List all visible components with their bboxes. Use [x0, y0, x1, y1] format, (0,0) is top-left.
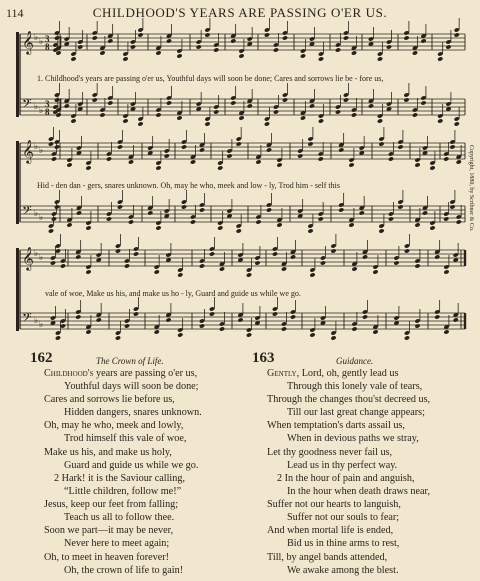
note-head [128, 219, 134, 224]
note-head [48, 141, 54, 146]
note-head [60, 323, 66, 328]
verse-line: 2 In the hour of pain and anguish, [277, 473, 415, 484]
note-head [66, 162, 72, 167]
note-head [85, 165, 91, 170]
note-head [70, 56, 76, 61]
verse-line: Through this lonely vale of tears, [287, 381, 423, 393]
note-head [213, 47, 219, 52]
note-head [247, 103, 253, 108]
note-head [264, 121, 270, 126]
bass-clef: 𝄢 [22, 203, 32, 221]
bass-clef: 𝄢 [22, 310, 32, 328]
note-head [50, 260, 56, 265]
note-head [309, 332, 315, 337]
flat-sign: ♭ [34, 142, 39, 152]
lyrics-line-1: 1. Childhood's years are passing o'er us, Youthful days will soon be done; Cares and sorrows lie be - fore us, [37, 74, 384, 83]
note-head [190, 219, 196, 224]
note-head [404, 248, 410, 253]
note-head [318, 118, 324, 123]
note-head [330, 248, 336, 253]
note-head [137, 32, 143, 37]
note-head [443, 329, 449, 334]
note-head [393, 260, 399, 265]
flat-sign: ♭ [39, 106, 44, 116]
note-head [122, 56, 128, 61]
note-head [338, 147, 344, 152]
note-head [318, 216, 324, 221]
note-head [137, 121, 143, 126]
note-head [190, 159, 196, 164]
copyright-notice: Copyright, 1880, by Scribner & Co. [468, 145, 474, 232]
note-head [181, 204, 187, 209]
note-head [266, 207, 272, 212]
note-head [403, 35, 409, 40]
note-head [155, 225, 161, 230]
note-head [403, 97, 409, 102]
flat-sign: ♭ [39, 320, 44, 330]
time-signature-top: 3 [45, 99, 50, 109]
note-head [351, 266, 357, 271]
note-head [219, 266, 225, 271]
bass-clef: 𝄢 [22, 96, 32, 114]
note-head [133, 311, 139, 316]
hymn-163-opening-word: Gently, [267, 368, 300, 379]
note-head [66, 222, 72, 227]
verse-line: Cares and sorrows lie before us, [44, 394, 175, 406]
note-head [282, 97, 288, 102]
note-head [106, 156, 112, 161]
note-head [449, 144, 455, 149]
note-head [443, 269, 449, 274]
note-head [166, 38, 172, 43]
note-head [199, 263, 205, 268]
hymn-163-stanza-1 [267, 367, 430, 472]
note-head [443, 156, 449, 161]
note-head [255, 219, 261, 224]
note-head [124, 323, 130, 328]
note-head [217, 225, 223, 230]
note-head [377, 118, 383, 123]
verse-line: When temptation's darts assail us, [267, 420, 405, 432]
note-head [443, 216, 449, 221]
treble-clef: 𝄞 [22, 139, 34, 163]
note-head [412, 112, 418, 117]
note-head [309, 272, 315, 277]
note-head [281, 326, 287, 331]
verse-line: Lead us in thy perfect way. [287, 459, 398, 471]
note-head [372, 329, 378, 334]
verse-line: Never here to meet again; [64, 538, 170, 550]
note-head [445, 44, 451, 49]
hymn-162-first-line [44, 367, 202, 380]
note-head [266, 147, 272, 152]
note-head [92, 97, 98, 102]
note-head [130, 44, 136, 49]
note-head [456, 159, 462, 164]
verse-line: Guard and guide us while we go. [64, 459, 199, 471]
note-head [449, 204, 455, 209]
note-head [155, 50, 161, 55]
flat-sign: ♭ [34, 249, 39, 259]
treble-clef: 𝄞 [22, 30, 34, 54]
note-head [397, 204, 403, 209]
note-head [297, 153, 303, 158]
flat-sign: ♭ [39, 253, 44, 263]
note-head [290, 254, 296, 259]
note-head [177, 332, 183, 337]
verse-line: We awake among the blest. [287, 564, 399, 576]
note-head [300, 53, 306, 58]
note-head [362, 314, 368, 319]
hymn-163-number: 163 [252, 350, 275, 366]
note-head [230, 38, 236, 43]
note-head [276, 222, 282, 227]
note-head [377, 56, 383, 61]
note-head [414, 263, 420, 268]
hymn-162-number: 162 [30, 350, 53, 366]
note-head [454, 121, 460, 126]
note-head [77, 44, 83, 49]
note-head [85, 225, 91, 230]
verse-line: Suffer not our hearts to languish, [267, 499, 401, 511]
note-head [106, 216, 112, 221]
note-head [177, 272, 183, 277]
note-head [54, 144, 60, 149]
note-head [230, 100, 236, 105]
verse-line: Let thy goodness never fail us, [267, 446, 393, 458]
verse-line: Oh, may he who, meek and lowly, [44, 420, 184, 432]
note-head [176, 115, 182, 120]
note-head [154, 269, 160, 274]
note-head [166, 100, 172, 105]
note-head [309, 103, 315, 108]
note-head [348, 162, 354, 167]
note-head [348, 222, 354, 227]
verse-line: “Little children, follow me!” [64, 486, 182, 498]
time-signature-bottom: 8 [45, 42, 50, 52]
note-head [388, 156, 394, 161]
note-head [236, 141, 242, 146]
note-head [209, 251, 215, 256]
verse-line: Jesus, keep our feet from falling; [44, 499, 179, 511]
note-head [437, 56, 443, 61]
system-brace [16, 141, 19, 224]
note-head [264, 32, 270, 37]
lyrics-line-3: vale of woe, Make us his, and make us ho - ly, Guard and guide us while we go. [45, 289, 301, 298]
note-head [368, 103, 374, 108]
flat-sign: ♭ [39, 37, 44, 47]
note-head [272, 311, 278, 316]
note-head [397, 144, 403, 149]
flat-sign: ♭ [34, 102, 39, 112]
note-head [154, 329, 160, 334]
hymn-162-opening-word: Childhood's [44, 368, 94, 379]
note-head [64, 103, 70, 108]
hymn-163-first-line-rest: Lord, oh, gently lead us [299, 368, 399, 379]
note-head [209, 311, 215, 316]
note-head [164, 153, 170, 158]
note-head [54, 97, 60, 102]
note-head [107, 38, 113, 43]
note-head [55, 335, 61, 340]
hymn-163-stanza-2 [267, 472, 430, 577]
note-head [236, 228, 242, 233]
note-head [453, 317, 459, 322]
note-head [362, 254, 368, 259]
hymn-162-stanza-1 [44, 367, 202, 472]
note-head [96, 317, 102, 322]
page-title: CHILDHOOD'S YEARS ARE PASSING O'ER US. [92, 5, 388, 20]
note-head [318, 156, 324, 161]
note-head [351, 50, 357, 55]
verse-line: Bid us in thine arms to rest, [287, 538, 400, 550]
note-head [420, 100, 426, 105]
flat-sign: ♭ [39, 146, 44, 156]
note-head [219, 326, 225, 331]
note-head [320, 260, 326, 265]
system-brace [16, 32, 19, 117]
flat-sign: ♭ [34, 209, 39, 219]
note-head [92, 35, 98, 40]
note-head [238, 53, 244, 58]
note-head [282, 35, 288, 40]
note-head [204, 121, 210, 126]
verse-line: When in devious paths we stray, [287, 433, 419, 445]
note-head [51, 156, 57, 161]
note-head [117, 144, 123, 149]
note-head [226, 153, 232, 158]
note-head [124, 263, 130, 268]
note-head [75, 314, 81, 319]
note-head [429, 225, 435, 230]
note-head [115, 335, 121, 340]
note-head [272, 251, 278, 256]
note-head [414, 222, 420, 227]
note-head [343, 97, 349, 102]
flat-sign: ♭ [34, 33, 39, 43]
verse-line: Oh, the crown of life to gain! [64, 564, 184, 576]
note-head [300, 115, 306, 120]
note-head [199, 147, 205, 152]
note-head [155, 112, 161, 117]
note-head [128, 159, 134, 164]
note-head [414, 162, 420, 167]
note-head [213, 109, 219, 114]
note-head [51, 216, 57, 221]
note-head [246, 272, 252, 277]
note-head [117, 204, 123, 209]
note-head [273, 47, 279, 52]
note-head [404, 335, 410, 340]
note-head [307, 228, 313, 233]
verse-line: Soon we part—it may be never, [44, 525, 174, 537]
hymn-162-stanza-2 [44, 472, 185, 577]
note-head [99, 50, 105, 55]
verse-line: And when mortal life is ended, [267, 525, 394, 537]
verse-line: In the hour when death draws near, [287, 486, 431, 498]
note-head [456, 219, 462, 224]
note-head [75, 254, 81, 259]
note-head [372, 269, 378, 274]
note-head [133, 251, 139, 256]
treble-clef: 𝄞 [22, 246, 34, 270]
note-head [99, 112, 105, 117]
note-head [60, 263, 66, 268]
note-head [338, 207, 344, 212]
note-head [335, 47, 341, 52]
note-head [307, 141, 313, 146]
note-head [76, 210, 82, 215]
hymn-163-first-line [267, 367, 430, 380]
note-head [122, 118, 128, 123]
note-head [420, 38, 426, 43]
note-head [147, 210, 153, 215]
verse-line: Till our last great change appears; [287, 407, 425, 419]
note-head [378, 141, 384, 146]
verse-line: Youthful days will soon be done; [64, 381, 199, 393]
note-head [434, 254, 440, 259]
note-head [115, 248, 121, 253]
verse-line: Till, by angel bands attended, [267, 551, 388, 563]
page-number: 114 [6, 6, 24, 20]
verse-line: Hidden dangers, snares unknown. [64, 407, 202, 419]
note-head [204, 32, 210, 37]
note-head [255, 159, 261, 164]
note-head [199, 323, 205, 328]
note-head [238, 115, 244, 120]
note-head [273, 109, 279, 114]
note-head [281, 266, 287, 271]
note-head [246, 332, 252, 337]
note-head [351, 112, 357, 117]
note-head [388, 216, 394, 221]
note-head [217, 165, 223, 170]
note-head [54, 35, 60, 40]
note-head [196, 44, 202, 49]
note-head [412, 50, 418, 55]
time-signature-top: 3 [45, 34, 50, 44]
note-head [199, 207, 205, 212]
note-head [107, 100, 113, 105]
note-head [165, 317, 171, 322]
note-head [254, 260, 260, 265]
flat-sign: ♭ [39, 213, 44, 223]
verse-line: 2 Hark! it is the Saviour calling, [54, 473, 185, 484]
note-head [386, 44, 392, 49]
note-head [414, 323, 420, 328]
note-head [54, 204, 60, 209]
note-head [276, 162, 282, 167]
flat-sign: ♭ [34, 316, 39, 326]
note-head [437, 118, 443, 123]
note-head [359, 210, 365, 215]
verse-line: Suffer not our souls to fear; [287, 512, 400, 524]
note-head [318, 56, 324, 61]
time-signature-bottom: 8 [45, 107, 50, 117]
system-brace [16, 248, 19, 331]
note-head [422, 210, 428, 215]
note-head [155, 165, 161, 170]
lyrics-line-2: Hid - den dan - gers, snares unknown. Oh, may he who, meek and low - ly, Trod him - self this [37, 181, 340, 190]
note-head [237, 317, 243, 322]
note-head [335, 109, 341, 114]
note-head [351, 326, 357, 331]
note-head [434, 314, 440, 319]
note-head [85, 329, 91, 334]
note-head [330, 335, 336, 340]
verse-line: Teach us all to follow thee. [64, 512, 175, 524]
note-head [55, 248, 61, 253]
verse-line: Trod himself this vale of woe, [64, 433, 187, 445]
note-head [378, 228, 384, 233]
note-head [454, 32, 460, 37]
note-head [181, 144, 187, 149]
note-head [290, 314, 296, 319]
note-head [48, 228, 54, 233]
note-head [343, 35, 349, 40]
verse-line: Through the changes thou'st decreed us, [267, 394, 431, 406]
hymn-162-subtitle: The Crown of Life. [96, 356, 164, 366]
hymn-163-subtitle: Guidance. [336, 356, 374, 366]
hymn-162-first-line-rest: years are passing o'er us, [93, 368, 198, 379]
verse-line: Make us his, and make us holy, [44, 446, 172, 458]
verse-line: Oh, to meet in heaven forever! [44, 551, 170, 563]
note-head [70, 118, 76, 123]
note-head [85, 269, 91, 274]
note-head [429, 165, 435, 170]
note-head [176, 53, 182, 58]
